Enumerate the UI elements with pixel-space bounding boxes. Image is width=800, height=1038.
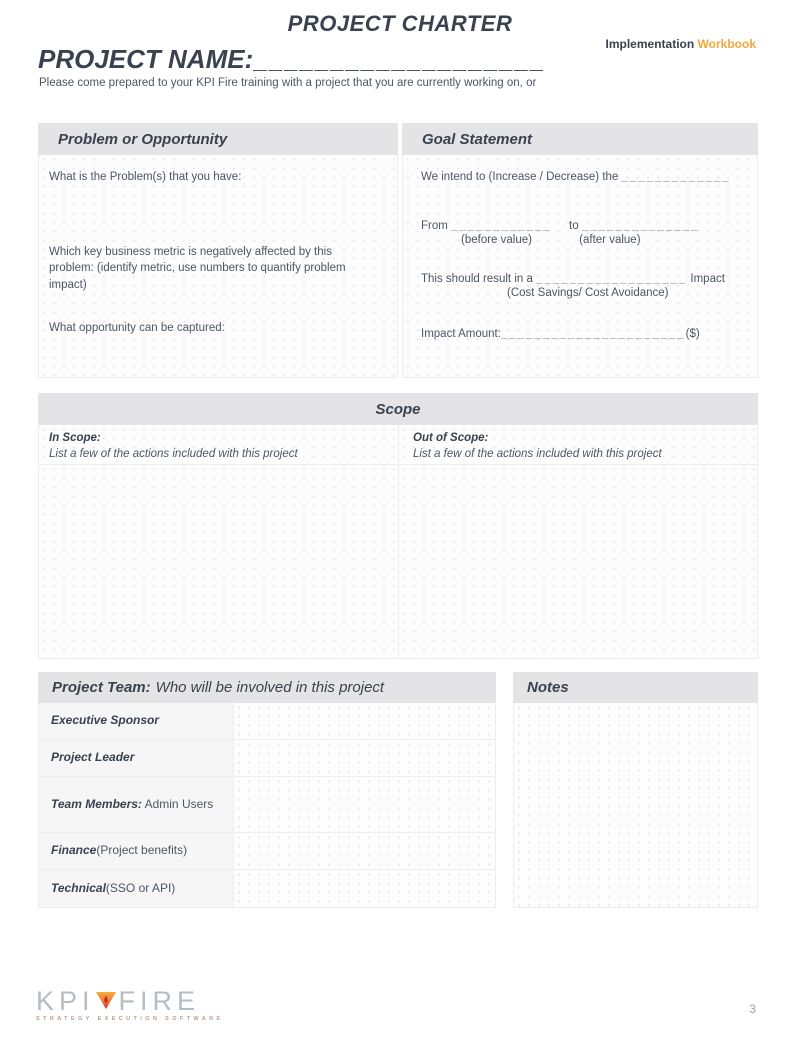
workbook-brand [606, 37, 756, 51]
project-team-header-bold: Project Team: [52, 679, 151, 696]
team-row-executive-sponsor [39, 703, 495, 740]
flame-icon [95, 991, 117, 1010]
goal-from-blank: ____________ [451, 220, 552, 232]
goal-to-text: to [569, 220, 579, 232]
page-number: 3 [749, 1002, 756, 1016]
out-of-scope-write-area [399, 465, 757, 658]
team-row-technical [39, 870, 495, 907]
logo-kpi-text: KPI [36, 986, 95, 1016]
team-label-finance: Finance (Project benefits) [39, 833, 234, 869]
in-scope-column [39, 425, 398, 658]
project-team-header-rest: Who will be involved in this project [155, 679, 385, 696]
problem-question-2: Which key business metric is negatively affected by this problem: (identify metric, use numbers to quantify problem impact) [49, 245, 346, 292]
goal-before-value-label: (before value) [461, 234, 532, 246]
goal-line-impact-sub: (Cost Savings/ Cost Avoidance) [507, 287, 669, 299]
problem-question-1: What is the Problem(s) that you have: [49, 171, 242, 183]
project-team-table [38, 703, 496, 908]
goal-amount-text: Impact Amount: [421, 328, 501, 340]
goal-line-from-to [413, 220, 747, 232]
goal-line-impact [413, 273, 747, 285]
goal-statement-body [402, 155, 758, 378]
goal-intend-blank: _____________ [621, 171, 731, 183]
problem-question-3: What opportunity can be captured: [49, 321, 225, 334]
goal-impact-end: Impact [690, 273, 725, 285]
team-label-technical: Technical (SSO or API) [39, 870, 234, 907]
project-name-heading [38, 44, 545, 75]
kpi-fire-logo [36, 988, 224, 1022]
team-value-technical [234, 870, 495, 907]
team-label-project-leader: Project Leader [39, 740, 234, 776]
problem-opportunity-panel [38, 123, 398, 378]
in-scope-subheader [39, 425, 398, 465]
intro-text: Please come prepared to your KPI Fire training with a project that you are currently working on, or [39, 77, 537, 89]
logo-fire-text: FIRE [118, 986, 201, 1016]
team-value-finance [234, 833, 495, 869]
out-of-scope-description: List a few of the actions included with this project [413, 447, 662, 460]
logo-tagline: STRATEGY EXECUTION SOFTWARE [36, 1016, 224, 1022]
notes-panel [513, 672, 758, 908]
in-scope-write-area [39, 465, 398, 658]
scope-body [38, 425, 758, 659]
brand-accent: Workbook [697, 37, 756, 51]
goal-to-blank: ______________ [581, 220, 700, 232]
team-value-executive-sponsor [234, 703, 495, 739]
problem-opportunity-header: Problem or Opportunity [38, 123, 398, 155]
in-scope-description: List a few of the actions included with this project [49, 447, 298, 460]
page-title: PROJECT CHARTER [287, 11, 513, 36]
goal-statement-header: Goal Statement [402, 123, 758, 155]
team-row-finance [39, 833, 495, 870]
goal-amount-end: ($) [685, 328, 700, 340]
goal-intend-text: We intend to (Increase / Decrease) the [421, 171, 619, 183]
goal-impact-blank: __________________ [536, 273, 688, 285]
brand-dark: Implementation [605, 37, 695, 51]
goal-amount-blank: ______________________ [500, 328, 686, 340]
goal-statement-panel [402, 123, 758, 378]
problem-opportunity-body [38, 155, 398, 378]
out-of-scope-subheader [399, 425, 757, 465]
goal-line-amount [413, 328, 747, 340]
out-of-scope-column [398, 425, 757, 658]
team-row-team-members [39, 777, 495, 833]
scope-panel [38, 393, 758, 658]
team-value-team-members [234, 777, 495, 832]
in-scope-label: In Scope: [49, 432, 101, 444]
project-team-header [38, 672, 496, 703]
team-value-project-leader [234, 740, 495, 776]
scope-header: Scope [38, 393, 758, 425]
kpi-fire-logo-main [36, 988, 224, 1015]
notes-write-area [513, 703, 758, 908]
goal-from-text: From [421, 220, 448, 232]
project-name-label: PROJECT NAME: [38, 44, 254, 74]
team-label-executive-sponsor: Executive Sponsor [39, 703, 234, 739]
goal-impact-text: This should result in a [421, 273, 533, 285]
notes-header: Notes [513, 672, 758, 703]
goal-line-value-subs [413, 234, 747, 246]
project-name-blank-line: ___________________ [253, 47, 545, 74]
team-row-project-leader [39, 740, 495, 777]
goal-line-intend [413, 171, 747, 183]
project-team-panel [38, 672, 496, 908]
goal-after-value-label: (after value) [579, 234, 641, 246]
out-of-scope-label: Out of Scope: [413, 432, 489, 444]
team-label-team-members: Team Members: Admin Users [39, 777, 234, 832]
